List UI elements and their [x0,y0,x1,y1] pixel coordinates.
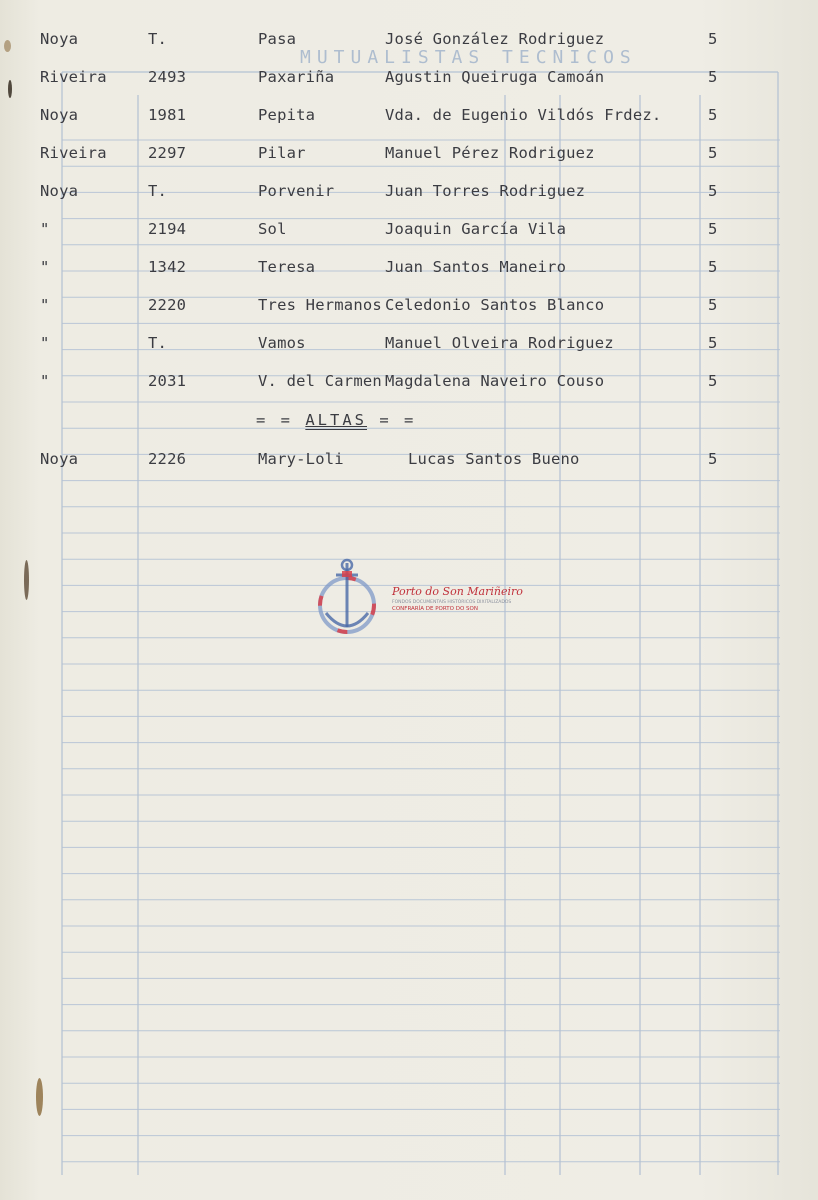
owner-name: Agustin Queiruga Camoán [385,68,605,86]
boat-name: Porvenir [258,182,335,200]
port-cell: Noya [40,182,79,200]
port-cell: " [40,258,50,276]
port-cell: Noya [40,450,79,468]
owner-name: Vda. de Eugenio Vildós Frdez. [385,106,662,124]
owner-name: Celedonio Santos Blanco [385,296,605,314]
watermark-caption [392,585,522,612]
amount: 5 [708,30,718,48]
owner-name: Manuel Olveira Rodriguez [385,334,614,352]
amount: 5 [708,220,718,238]
ghost-form-title: MUTUALISTAS TECNICOS [300,47,637,68]
amount: 5 [708,106,718,124]
amount: 5 [708,372,718,390]
registration-number: 1342 [148,258,187,276]
port-cell: " [40,296,50,314]
boat-name: Vamos [258,334,306,352]
amount: 5 [708,68,718,86]
registration-number: 1981 [148,106,187,124]
registration-number: 2493 [148,68,187,86]
boat-name: Mary-Loli [258,450,344,468]
altas-title: ALTAS [305,411,368,429]
owner-name: José González Rodriguez [385,30,605,48]
registration-number: T. [148,30,168,48]
port-cell: " [40,220,50,238]
boat-name: Pilar [258,144,306,162]
registration-number: 2297 [148,144,187,162]
registration-number: 2226 [148,450,187,468]
registration-number: 2220 [148,296,187,314]
port-cell: Noya [40,106,79,124]
port-cell: Riveira [40,144,107,162]
amount: 5 [708,258,718,276]
boat-name: Pepita [258,106,316,124]
amount: 5 [708,144,718,162]
owner-name: Joaquin García Vila [385,220,567,238]
registration-number: 2194 [148,220,187,238]
registration-number: T. [148,334,168,352]
owner-name: Lucas Santos Bueno [408,450,580,468]
altas-heading [256,411,416,429]
amount: 5 [708,182,718,200]
rust-stain [8,80,12,98]
altas-suffix: = = [379,411,417,429]
boat-name: Pasa [258,30,297,48]
port-cell: Noya [40,30,79,48]
registration-number: T. [148,182,168,200]
watermark-title: Porto do Son Mariñeiro [392,585,523,598]
rust-stain [4,40,11,52]
boat-name: Sol [258,220,287,238]
boat-name: Tres Hermanos [258,296,382,314]
boat-name: Teresa [258,258,316,276]
port-cell: " [40,372,50,390]
registration-number: 2031 [148,372,187,390]
amount: 5 [708,334,718,352]
rust-stain [36,1078,43,1116]
owner-name: Manuel Pérez Rodriguez [385,144,595,162]
watermark-subtitle: FONDOS DOCUMENTAIS HISTÓRICOS DIXITALIZADOS [392,600,512,605]
amount: 5 [708,450,718,468]
port-cell: " [40,334,50,352]
owner-name: Magdalena Naveiro Couso [385,372,605,390]
owner-name: Juan Santos Maneiro [385,258,567,276]
port-cell: Riveira [40,68,107,86]
watermark-org: CONFRARÍA DE PORTO DO SON [392,606,478,612]
owner-name: Juan Torres Rodriguez [385,182,586,200]
anchor-lifebuoy-icon [312,555,382,641]
amount: 5 [708,296,718,314]
rust-stain [24,560,29,600]
boat-name: V. del Carmen [258,372,382,390]
altas-prefix: = = [256,411,293,429]
boat-name: Paxariña [258,68,335,86]
